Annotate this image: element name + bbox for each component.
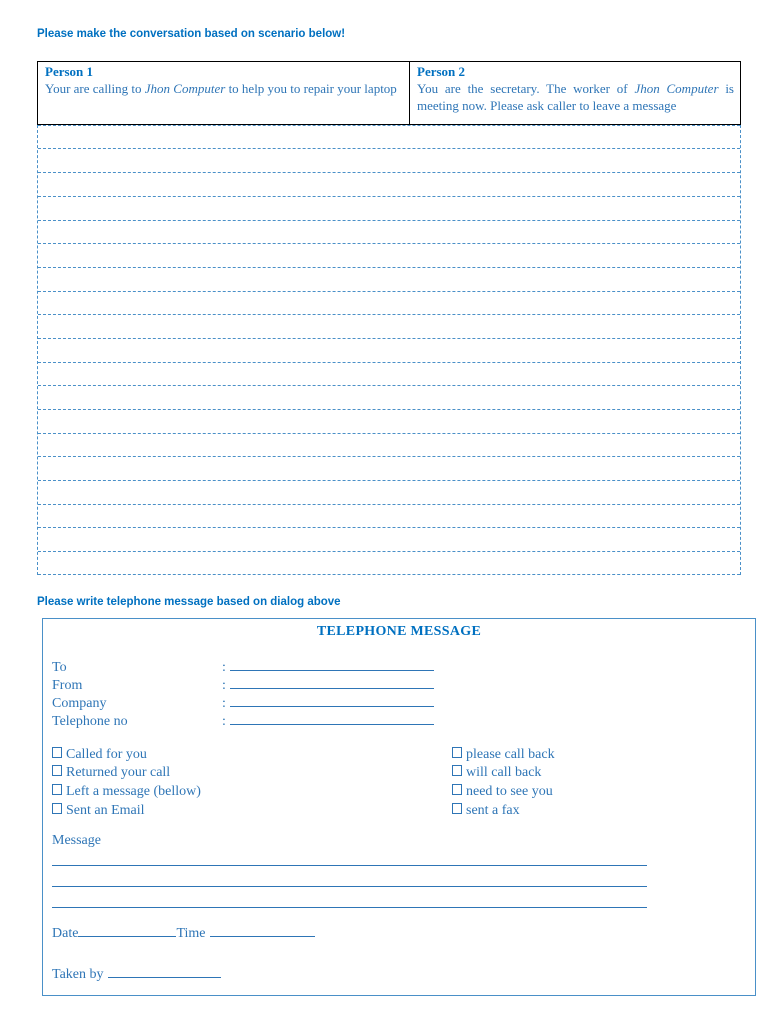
writing-line[interactable]	[38, 338, 740, 339]
scenario-table	[37, 61, 741, 125]
fax-checkbox[interactable]	[452, 802, 520, 820]
writing-line[interactable]	[38, 456, 740, 457]
message-label: Message	[52, 833, 101, 848]
from-input[interactable]	[230, 674, 434, 689]
returned-checkbox[interactable]	[52, 764, 170, 782]
company-input[interactable]	[230, 692, 434, 707]
message-line[interactable]	[52, 865, 647, 866]
person2-description	[417, 80, 734, 114]
form-title: TELEPHONE MESSAGE	[316, 624, 482, 639]
writing-line[interactable]	[38, 172, 740, 173]
person1-description	[45, 80, 403, 97]
telephone-colon: :	[222, 714, 226, 729]
writing-line[interactable]	[38, 291, 740, 292]
email-label: Sent an Email	[66, 803, 145, 818]
telephone-instruction: Please write telephone message based on dialog above	[37, 596, 341, 608]
from-label: From	[52, 678, 83, 693]
will-call-checkbox[interactable]	[452, 764, 541, 782]
telephone-label: Telephone no	[52, 714, 128, 729]
writing-line[interactable]	[38, 504, 740, 505]
telephone-field	[52, 710, 434, 728]
writing-line[interactable]	[38, 574, 740, 575]
checkbox-icon[interactable]	[52, 747, 62, 758]
from-colon: :	[222, 678, 226, 693]
person2-cell	[410, 62, 740, 124]
person2-company: Jhon Computer	[634, 81, 719, 96]
called-label: Called for you	[66, 747, 147, 762]
time-label: Time	[176, 926, 206, 941]
writing-line[interactable]	[38, 385, 740, 386]
called-checkbox[interactable]	[52, 746, 147, 764]
writing-line[interactable]	[38, 314, 740, 315]
person1-company: Jhon Computer	[144, 81, 226, 96]
message-line[interactable]	[52, 907, 647, 908]
person1-text-end: to help you to repair your laptop	[225, 81, 397, 96]
date-label: Date	[52, 926, 79, 941]
writing-line[interactable]	[38, 480, 740, 481]
company-field	[52, 692, 434, 710]
checkbox-icon[interactable]	[52, 765, 62, 776]
taken-by-row	[52, 965, 221, 983]
person1-label: Person 1	[45, 64, 94, 79]
date-time-row	[52, 924, 315, 942]
fax-label: sent a fax	[466, 803, 520, 818]
company-colon: :	[222, 696, 226, 711]
telephone-message-form	[42, 618, 756, 996]
call-back-label: please call back	[466, 747, 555, 762]
time-input[interactable]	[210, 924, 315, 937]
writing-line[interactable]	[38, 148, 740, 149]
need-see-label: need to see you	[466, 784, 553, 799]
to-label: To	[52, 660, 67, 675]
to-colon: :	[222, 660, 226, 675]
writing-line[interactable]	[38, 409, 740, 410]
from-field	[52, 674, 434, 692]
checkbox-icon[interactable]	[452, 747, 462, 758]
email-checkbox[interactable]	[52, 802, 145, 820]
writing-line[interactable]	[38, 196, 740, 197]
checkbox-icon[interactable]	[452, 803, 462, 814]
to-field	[52, 656, 434, 674]
taken-by-label: Taken by	[52, 967, 104, 982]
writing-line[interactable]	[38, 267, 740, 268]
checkbox-icon[interactable]	[52, 803, 62, 814]
need-see-checkbox[interactable]	[452, 783, 553, 801]
taken-by-input[interactable]	[108, 965, 221, 978]
returned-label: Returned your call	[66, 765, 171, 780]
will-call-label: will call back	[466, 765, 542, 780]
conversation-writing-area[interactable]	[37, 125, 741, 575]
writing-line[interactable]	[38, 243, 740, 244]
writing-line[interactable]	[38, 527, 740, 528]
writing-line[interactable]	[38, 551, 740, 552]
checkbox-icon[interactable]	[52, 784, 62, 795]
date-input[interactable]	[78, 924, 176, 937]
left-message-checkbox[interactable]	[52, 783, 201, 801]
writing-line[interactable]	[38, 433, 740, 434]
checkbox-icon[interactable]	[452, 784, 462, 795]
checkbox-icon[interactable]	[452, 765, 462, 776]
person2-label: Person 2	[417, 64, 466, 79]
conversation-instruction: Please make the conversation based on scenario below!	[37, 28, 346, 40]
writing-line[interactable]	[38, 362, 740, 363]
writing-line[interactable]	[38, 220, 740, 221]
company-label: Company	[52, 696, 107, 711]
person2-text-start: You are the secretary. The worker of	[417, 81, 635, 96]
writing-line[interactable]	[38, 125, 740, 126]
left-message-label: Left a message (bellow)	[66, 784, 201, 799]
call-back-checkbox[interactable]	[452, 746, 555, 764]
message-line[interactable]	[52, 886, 647, 887]
telephone-input[interactable]	[230, 710, 434, 725]
to-input[interactable]	[230, 656, 434, 671]
person2-text-end: is meeting now. Please ask caller to leave a message	[417, 81, 734, 113]
person1-cell	[38, 62, 410, 124]
person1-text-start: Your are calling to	[45, 81, 145, 96]
